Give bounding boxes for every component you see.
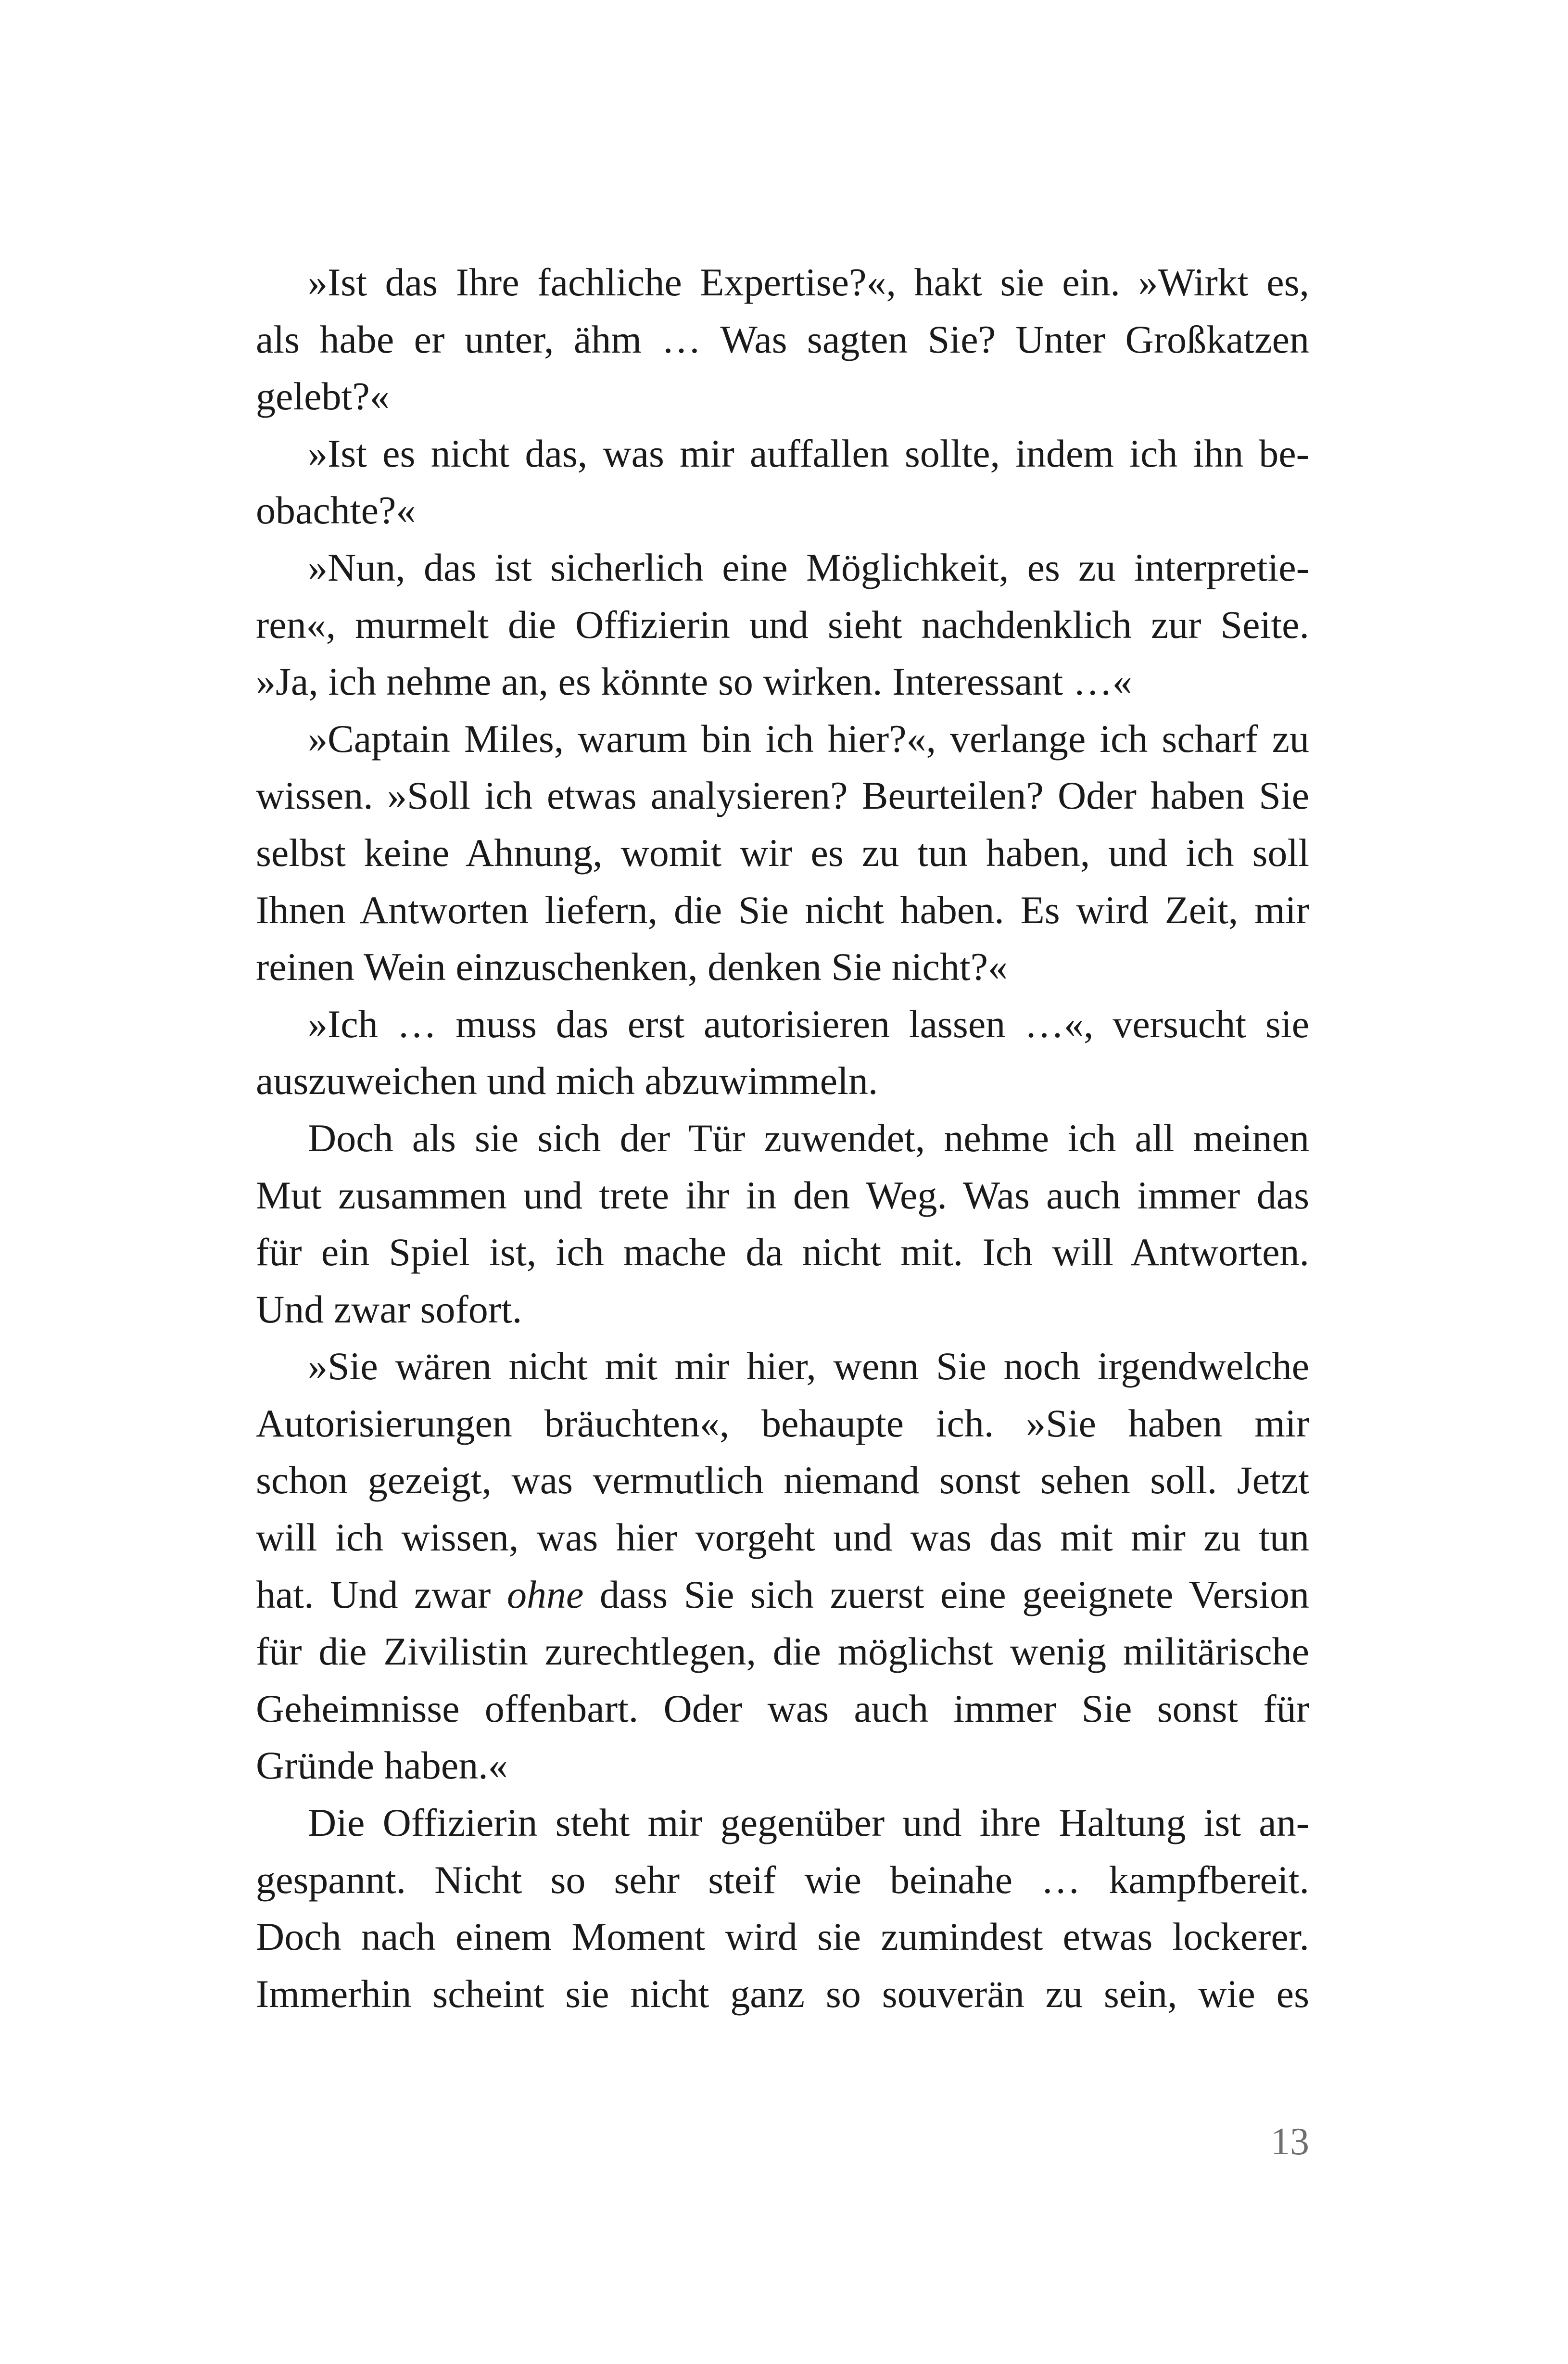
text-line: wissen. »Soll ich etwas analysieren? Beurteilen? Oder haben Sie <box>256 774 1309 818</box>
text-line: für die Zivilistin zurechtlegen, die möglichst wenig militärische <box>256 1629 1309 1674</box>
text-line: Geheimnisse offenbart. Oder was auch immer Sie sonst für <box>256 1686 1309 1730</box>
emphasized-word: ohne <box>506 1572 584 1616</box>
text-line-segment: hat. Und zwar <box>256 1572 507 1616</box>
text-line <box>256 1566 1309 1624</box>
text-line: »Ich … muss das erst autorisieren lassen …«, versucht sie <box>308 1002 1309 1046</box>
text-line: Und zwar sofort. <box>256 1287 522 1331</box>
text-line: reinen Wein einzuschenken, denken Sie nicht?« <box>256 945 1008 989</box>
text-line: Ihnen Antworten liefern, die Sie nicht haben. Es wird Zeit, mir <box>256 888 1309 932</box>
text-line: »Ist das Ihre fachliche Expertise?«, hakt sie ein. »Wirkt es, <box>308 260 1309 304</box>
text-line: obachte?« <box>256 488 416 533</box>
text-line: will ich wissen, was hier vorgeht und was das mit mir zu tun <box>256 1515 1309 1560</box>
text-line: Doch nach einem Moment wird sie zumindest etwas lockerer. <box>256 1915 1309 1959</box>
text-line: Mut zusammen und trete ihr in den Weg. Was auch immer das <box>256 1173 1309 1217</box>
text-line: »Nun, das ist sicherlich eine Möglichkeit, es zu interpretie- <box>308 545 1309 589</box>
text-line: selbst keine Ahnung, womit wir es zu tun haben, und ich soll <box>256 830 1309 875</box>
text-line: Die Offizierin steht mir gegenüber und ihre Haltung ist an- <box>308 1801 1309 1845</box>
text-line: gelebt?« <box>256 374 390 419</box>
text-line: ren«, murmelt die Offizierin und sieht nachdenklich zur Seite. <box>256 602 1309 647</box>
text-line: Autorisierungen bräuchten«, behaupte ich. »Sie haben mir <box>256 1401 1309 1445</box>
text-line: Immerhin scheint sie nicht ganz so souverän zu sein, wie es <box>256 1971 1309 2016</box>
text-line: Gründe haben.« <box>256 1743 508 1788</box>
text-line: auszuweichen und mich abzuwimmeln. <box>256 1059 878 1103</box>
text-line: Doch als sie sich der Tür zuwendet, nehme ich all meinen <box>308 1116 1309 1160</box>
page-number: 13 <box>1271 2121 1309 2163</box>
text-line: »Ist es nicht das, was mir auffallen sollte, indem ich ihn be- <box>308 431 1309 475</box>
body-text <box>256 254 1309 2022</box>
text-line: »Captain Miles, warum bin ich hier?«, verlange ich scharf zu <box>308 716 1309 761</box>
text-line-segment: dass Sie sich zuerst eine geeignete Version <box>583 1572 1309 1616</box>
text-line: als habe er unter, ähm … Was sagten Sie? Unter Großkatzen <box>256 317 1309 361</box>
text-line: für ein Spiel ist, ich mache da nicht mit. Ich will Antworten. <box>256 1230 1309 1274</box>
text-line: »Ja, ich nehme an, es könnte so wirken. Interessant …« <box>256 660 1132 704</box>
text-line: »Sie wären nicht mit mir hier, wenn Sie noch irgendwelche <box>308 1344 1309 1388</box>
text-line: gespannt. Nicht so sehr steif wie beinahe … kampfbereit. <box>256 1857 1309 1902</box>
text-line: schon gezeigt, was vermutlich niemand sonst sehen soll. Jetzt <box>256 1458 1309 1502</box>
